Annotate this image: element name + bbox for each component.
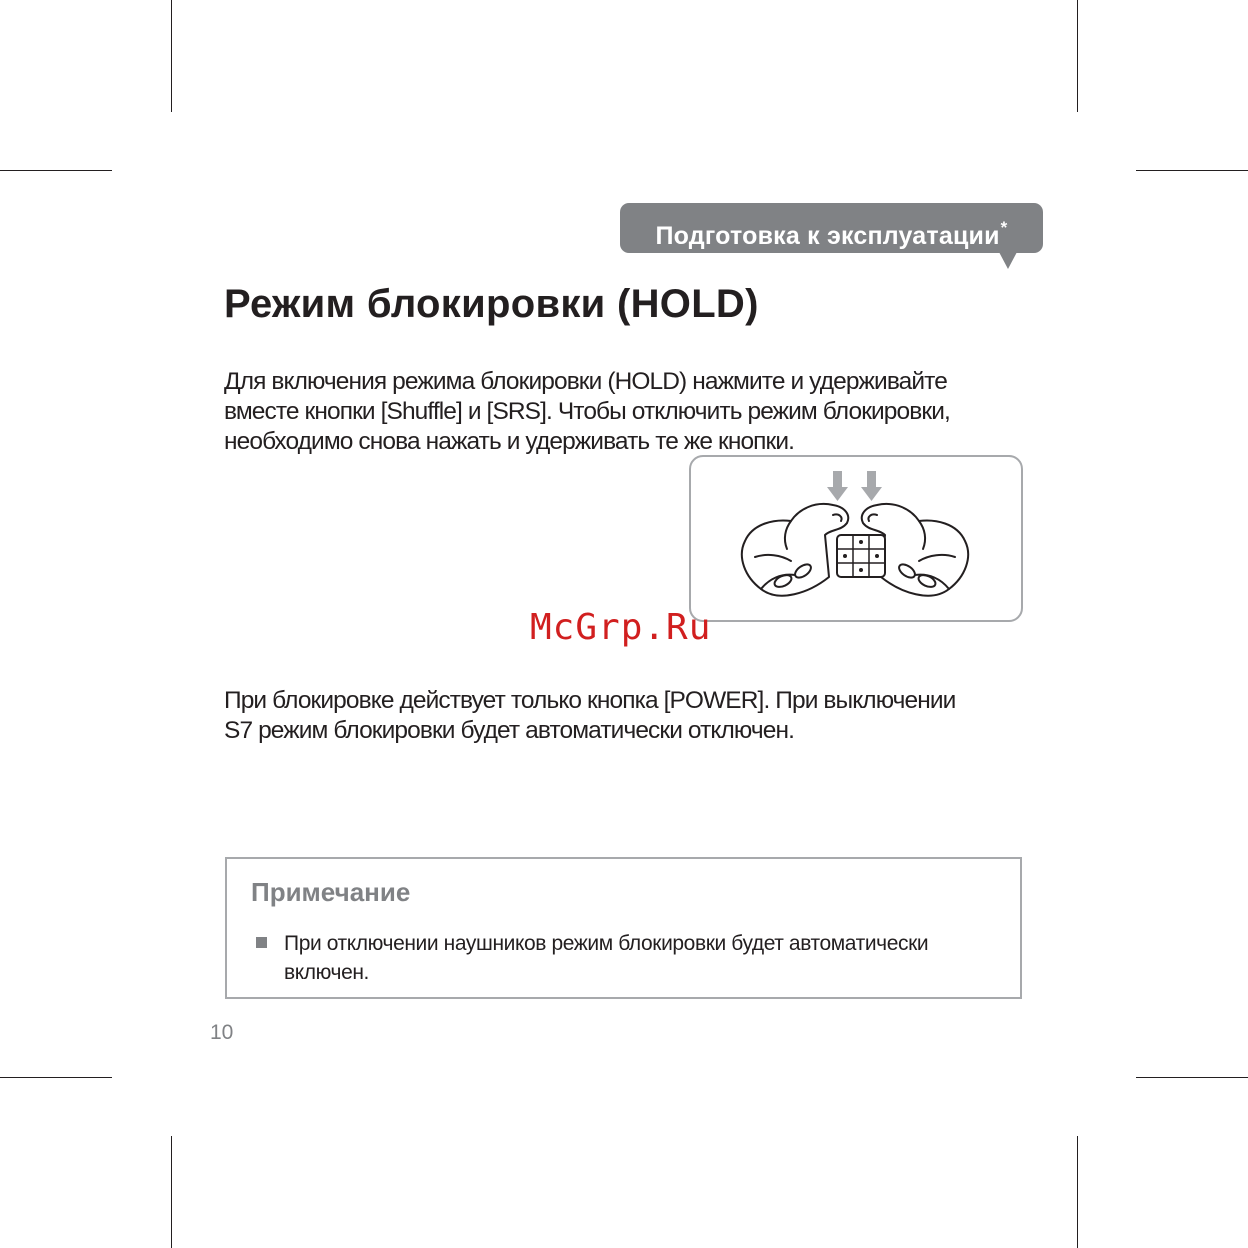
page-title: Режим блокировки (HOLD): [224, 282, 759, 326]
section-label: Подготовка к эксплуатации: [655, 222, 1000, 250]
watermark: McGrp.Ru: [530, 607, 712, 648]
paragraph-line: необходимо снова нажать и удерживать те же кнопки.: [224, 428, 795, 455]
crop-mark: [1136, 170, 1248, 171]
section-tab-pointer: [999, 252, 1017, 269]
paragraph-line: вместе кнопки [Shuffle] и [SRS]. Чтобы отключить режим блокировки,: [224, 398, 950, 425]
paragraph-line: При блокировке действует только кнопка [POWER]. При выключении: [224, 687, 956, 714]
paragraph-line: Для включения режима блокировки (HOLD) нажмите и удерживайте: [224, 368, 947, 395]
hands-pressing-buttons-icon: [691, 457, 1021, 620]
page-number: 10: [210, 1021, 234, 1044]
lock-paragraph: [224, 686, 955, 746]
intro-paragraph: [224, 367, 950, 457]
note-heading: Примечание: [251, 877, 411, 907]
section-mark: *: [1000, 218, 1008, 237]
crop-mark: [1136, 1077, 1248, 1078]
crop-mark: [1077, 1136, 1078, 1248]
note-bullet: [256, 937, 267, 948]
crop-mark: [171, 0, 172, 112]
crop-mark: [0, 170, 112, 171]
crop-mark: [0, 1077, 112, 1078]
note-text: При отключении наушников режим блокировки будет автоматически включен.: [284, 932, 929, 984]
down-arrow-icon: [861, 471, 882, 501]
section-tab: [620, 203, 1043, 253]
hold-illustration: [689, 455, 1023, 622]
crop-mark: [1077, 0, 1078, 112]
crop-mark: [171, 1136, 172, 1248]
down-arrow-icon: [827, 471, 848, 501]
note-box: [225, 857, 1022, 999]
paragraph-line: S7 режим блокировки будет автоматически отключен.: [224, 717, 794, 744]
keypad-icon: [837, 535, 885, 577]
